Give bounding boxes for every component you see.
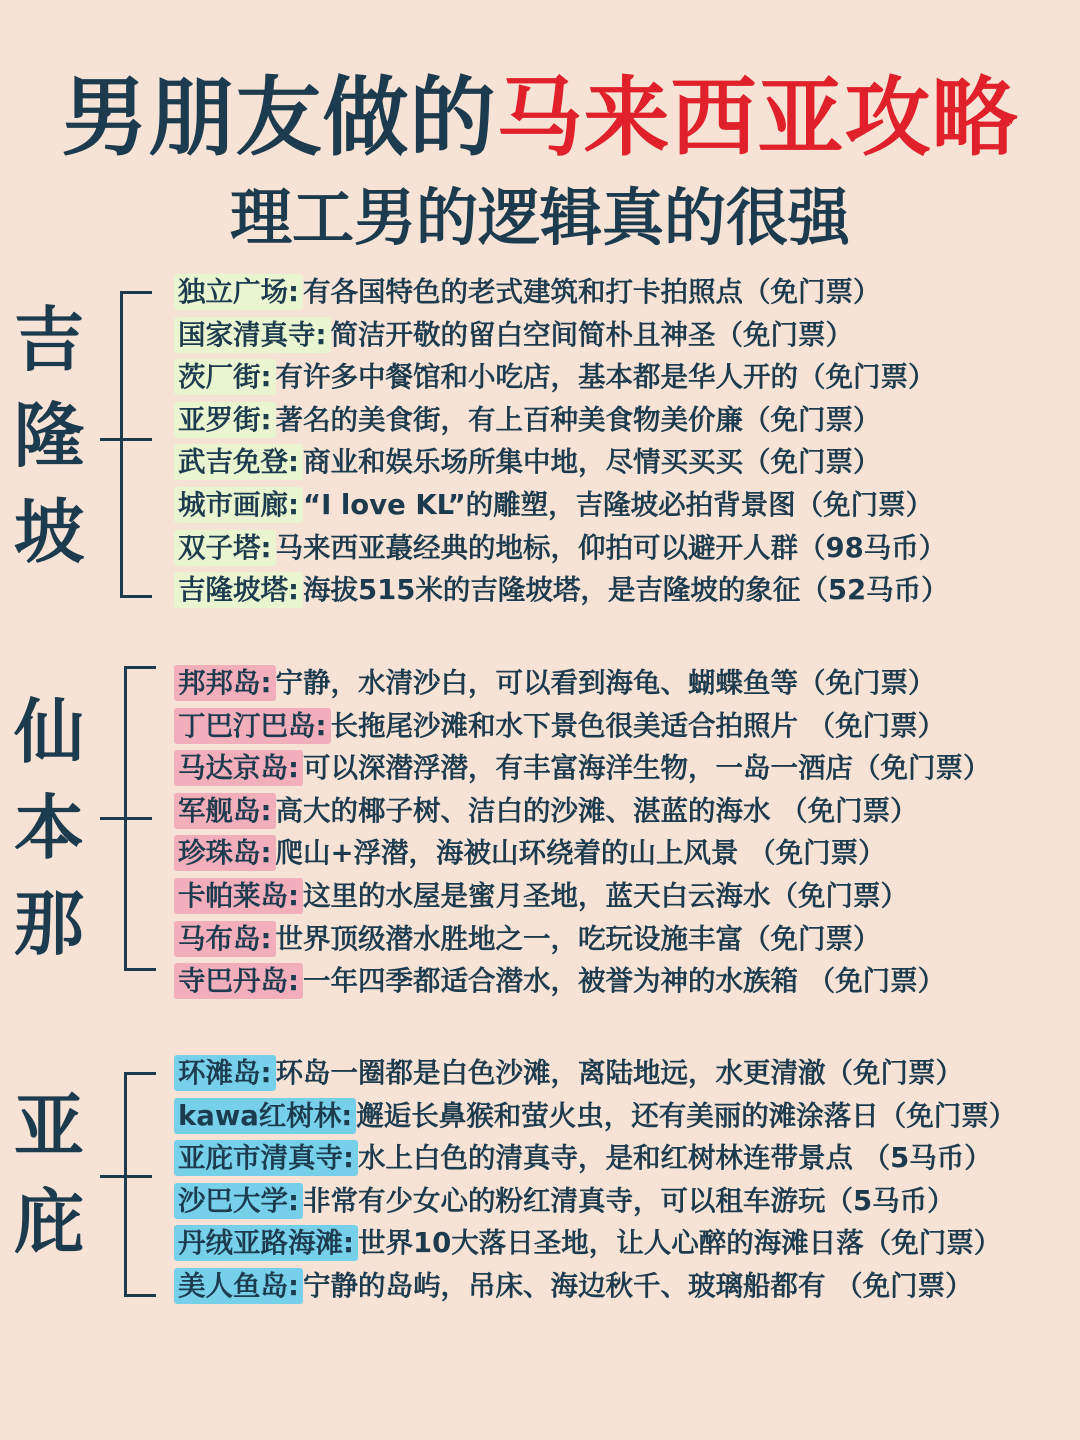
region-char: 亚 bbox=[14, 1085, 84, 1167]
attraction-desc: 著名的美食街，有上百种美食物美价廉（免门票） bbox=[275, 403, 881, 436]
attraction-desc: 宁静，水清沙白，可以看到海龟、蝴蝶鱼等（免门票） bbox=[275, 667, 936, 699]
bracket-kota-kinabalu bbox=[124, 1072, 156, 1297]
list-item bbox=[174, 527, 949, 570]
attraction-desc: 商业和娱乐场所集中地，尽情买买买（免门票） bbox=[303, 446, 881, 479]
region-char: 仙 bbox=[14, 691, 84, 773]
list-item bbox=[174, 747, 991, 790]
region-char: 吉 bbox=[14, 299, 84, 381]
list-item bbox=[174, 960, 991, 1003]
attraction-desc: 宁静的岛屿，吊床、海边秋千、玻璃船都有 （免门票） bbox=[303, 1269, 973, 1302]
attraction-name: 军舰岛: bbox=[174, 793, 276, 829]
region-char: 隆 bbox=[14, 395, 84, 477]
attraction-name: 卡帕莱岛: bbox=[174, 878, 303, 914]
attraction-desc: “I love KL”的雕塑，吉隆坡必拍背景图（免门票） bbox=[303, 488, 934, 521]
attraction-desc: 世界10大落日圣地，让人心醉的海滩日落（免门票） bbox=[358, 1227, 1002, 1260]
list-kota-kinabalu bbox=[174, 1052, 1016, 1308]
attraction-name: kawa红树林: bbox=[174, 1098, 356, 1134]
attraction-name: 丁巴汀巴岛: bbox=[174, 708, 331, 744]
region-char: 庇 bbox=[14, 1181, 84, 1263]
attraction-desc: 爬山+浮潜，海被山环绕着的山上风景 （免门票） bbox=[275, 837, 886, 870]
page-subtitle: 理工男的逻辑真的很强 bbox=[229, 181, 850, 254]
list-item bbox=[174, 918, 991, 961]
list-item bbox=[174, 569, 949, 612]
attraction-name: 双子塔: bbox=[174, 530, 276, 566]
attraction-name: 美人鱼岛: bbox=[174, 1268, 303, 1304]
list-item bbox=[174, 1137, 1016, 1180]
attraction-name: 丹绒亚路海滩: bbox=[174, 1225, 358, 1261]
attraction-desc: 高大的椰子树、洁白的沙滩、湛蓝的海水 （免门票） bbox=[275, 794, 918, 827]
list-item bbox=[174, 314, 949, 357]
attraction-desc: 马来西亚蕞经典的地标，仰拍可以避开人群（98马币） bbox=[275, 531, 947, 564]
region-label-semporna bbox=[14, 684, 84, 972]
list-item bbox=[174, 441, 949, 484]
attraction-name: 邦邦岛: bbox=[174, 665, 276, 701]
region-char: 那 bbox=[14, 883, 84, 965]
region-char: 坡 bbox=[14, 491, 84, 573]
list-semporna bbox=[174, 662, 991, 1003]
attraction-desc: 有许多中餐馆和小吃店，基本都是华人开的（免门票） bbox=[275, 361, 936, 394]
attraction-desc: 简洁开敬的留白空间简朴且神圣（免门票） bbox=[330, 318, 853, 351]
attraction-desc: 水上白色的清真寺，是和红树林连带景点 （5马币） bbox=[358, 1142, 992, 1175]
list-item bbox=[174, 832, 991, 875]
attraction-name: 沙巴大学: bbox=[174, 1183, 303, 1219]
attraction-name: 茨厂街: bbox=[174, 359, 276, 395]
page-title bbox=[0, 48, 1080, 172]
attraction-desc: 世界顶级潜水胜地之一，吃玩设施丰富（免门票） bbox=[275, 922, 881, 955]
list-item bbox=[174, 484, 949, 527]
attraction-desc: 可以深潜浮潜，有丰富海洋生物，一岛一酒店（免门票） bbox=[303, 752, 991, 785]
list-item bbox=[174, 1265, 1016, 1308]
list-kuala-lumpur bbox=[174, 271, 949, 612]
attraction-name: 国家清真寺: bbox=[174, 317, 331, 353]
attraction-name: 环滩岛: bbox=[174, 1055, 276, 1091]
list-item bbox=[174, 705, 991, 748]
list-item bbox=[174, 271, 949, 314]
attraction-name: 独立广场: bbox=[174, 274, 303, 310]
attraction-desc: 环岛一圈都是白色沙滩，离陆地远，水更清澈（免门票） bbox=[275, 1057, 963, 1089]
attraction-desc: 非常有少女心的粉红清真寺，可以租车游玩（5马币） bbox=[303, 1184, 955, 1217]
region-label-kuala-lumpur bbox=[14, 292, 84, 580]
attraction-desc: 长拖尾沙滩和水下景色很美适合拍照片 （免门票） bbox=[330, 709, 946, 742]
region-char: 本 bbox=[14, 787, 84, 869]
region-label-kota-kinabalu bbox=[14, 1078, 84, 1270]
attraction-desc: 邂逅长鼻猴和萤火虫，还有美丽的滩涂落日（免门票） bbox=[356, 1099, 1017, 1132]
title-prefix: 男朋友做的 bbox=[61, 68, 497, 168]
attraction-name: 寺巴丹岛: bbox=[174, 963, 303, 999]
bracket-semporna bbox=[124, 666, 156, 971]
attraction-desc: 这里的水屋是蜜月圣地，蓝天白云海水（免门票） bbox=[303, 879, 908, 912]
title-accent: 马来西亚攻略 bbox=[496, 68, 1019, 168]
attraction-desc: 一年四季都适合潜水，被誉为神的水族箱 （免门票） bbox=[303, 965, 946, 998]
list-item bbox=[174, 356, 949, 399]
attraction-name: 珍珠岛: bbox=[174, 835, 276, 871]
list-item bbox=[174, 1095, 1016, 1138]
list-item bbox=[174, 1180, 1016, 1223]
attraction-desc: 有各国特色的老式建筑和打卡拍照点（免门票） bbox=[303, 276, 881, 308]
list-item bbox=[174, 662, 991, 705]
attraction-name: 武吉免登: bbox=[174, 444, 303, 480]
list-item bbox=[174, 1222, 1016, 1265]
attraction-name: 吉隆坡塔: bbox=[174, 572, 303, 608]
attraction-name: 马达京岛: bbox=[174, 750, 303, 786]
list-item bbox=[174, 399, 949, 442]
attraction-name: 城市画廊: bbox=[174, 487, 303, 523]
attraction-name: 马布岛: bbox=[174, 921, 276, 957]
attraction-name: 亚罗街: bbox=[174, 402, 276, 438]
attraction-name: 亚庇市清真寺: bbox=[174, 1140, 358, 1176]
list-item bbox=[174, 1052, 1016, 1095]
list-item bbox=[174, 875, 991, 918]
attraction-desc: 海拔515米的吉隆坡塔，是吉隆坡的象征（52马币） bbox=[303, 574, 949, 607]
list-item bbox=[174, 790, 991, 833]
bracket-kuala-lumpur bbox=[120, 291, 152, 598]
